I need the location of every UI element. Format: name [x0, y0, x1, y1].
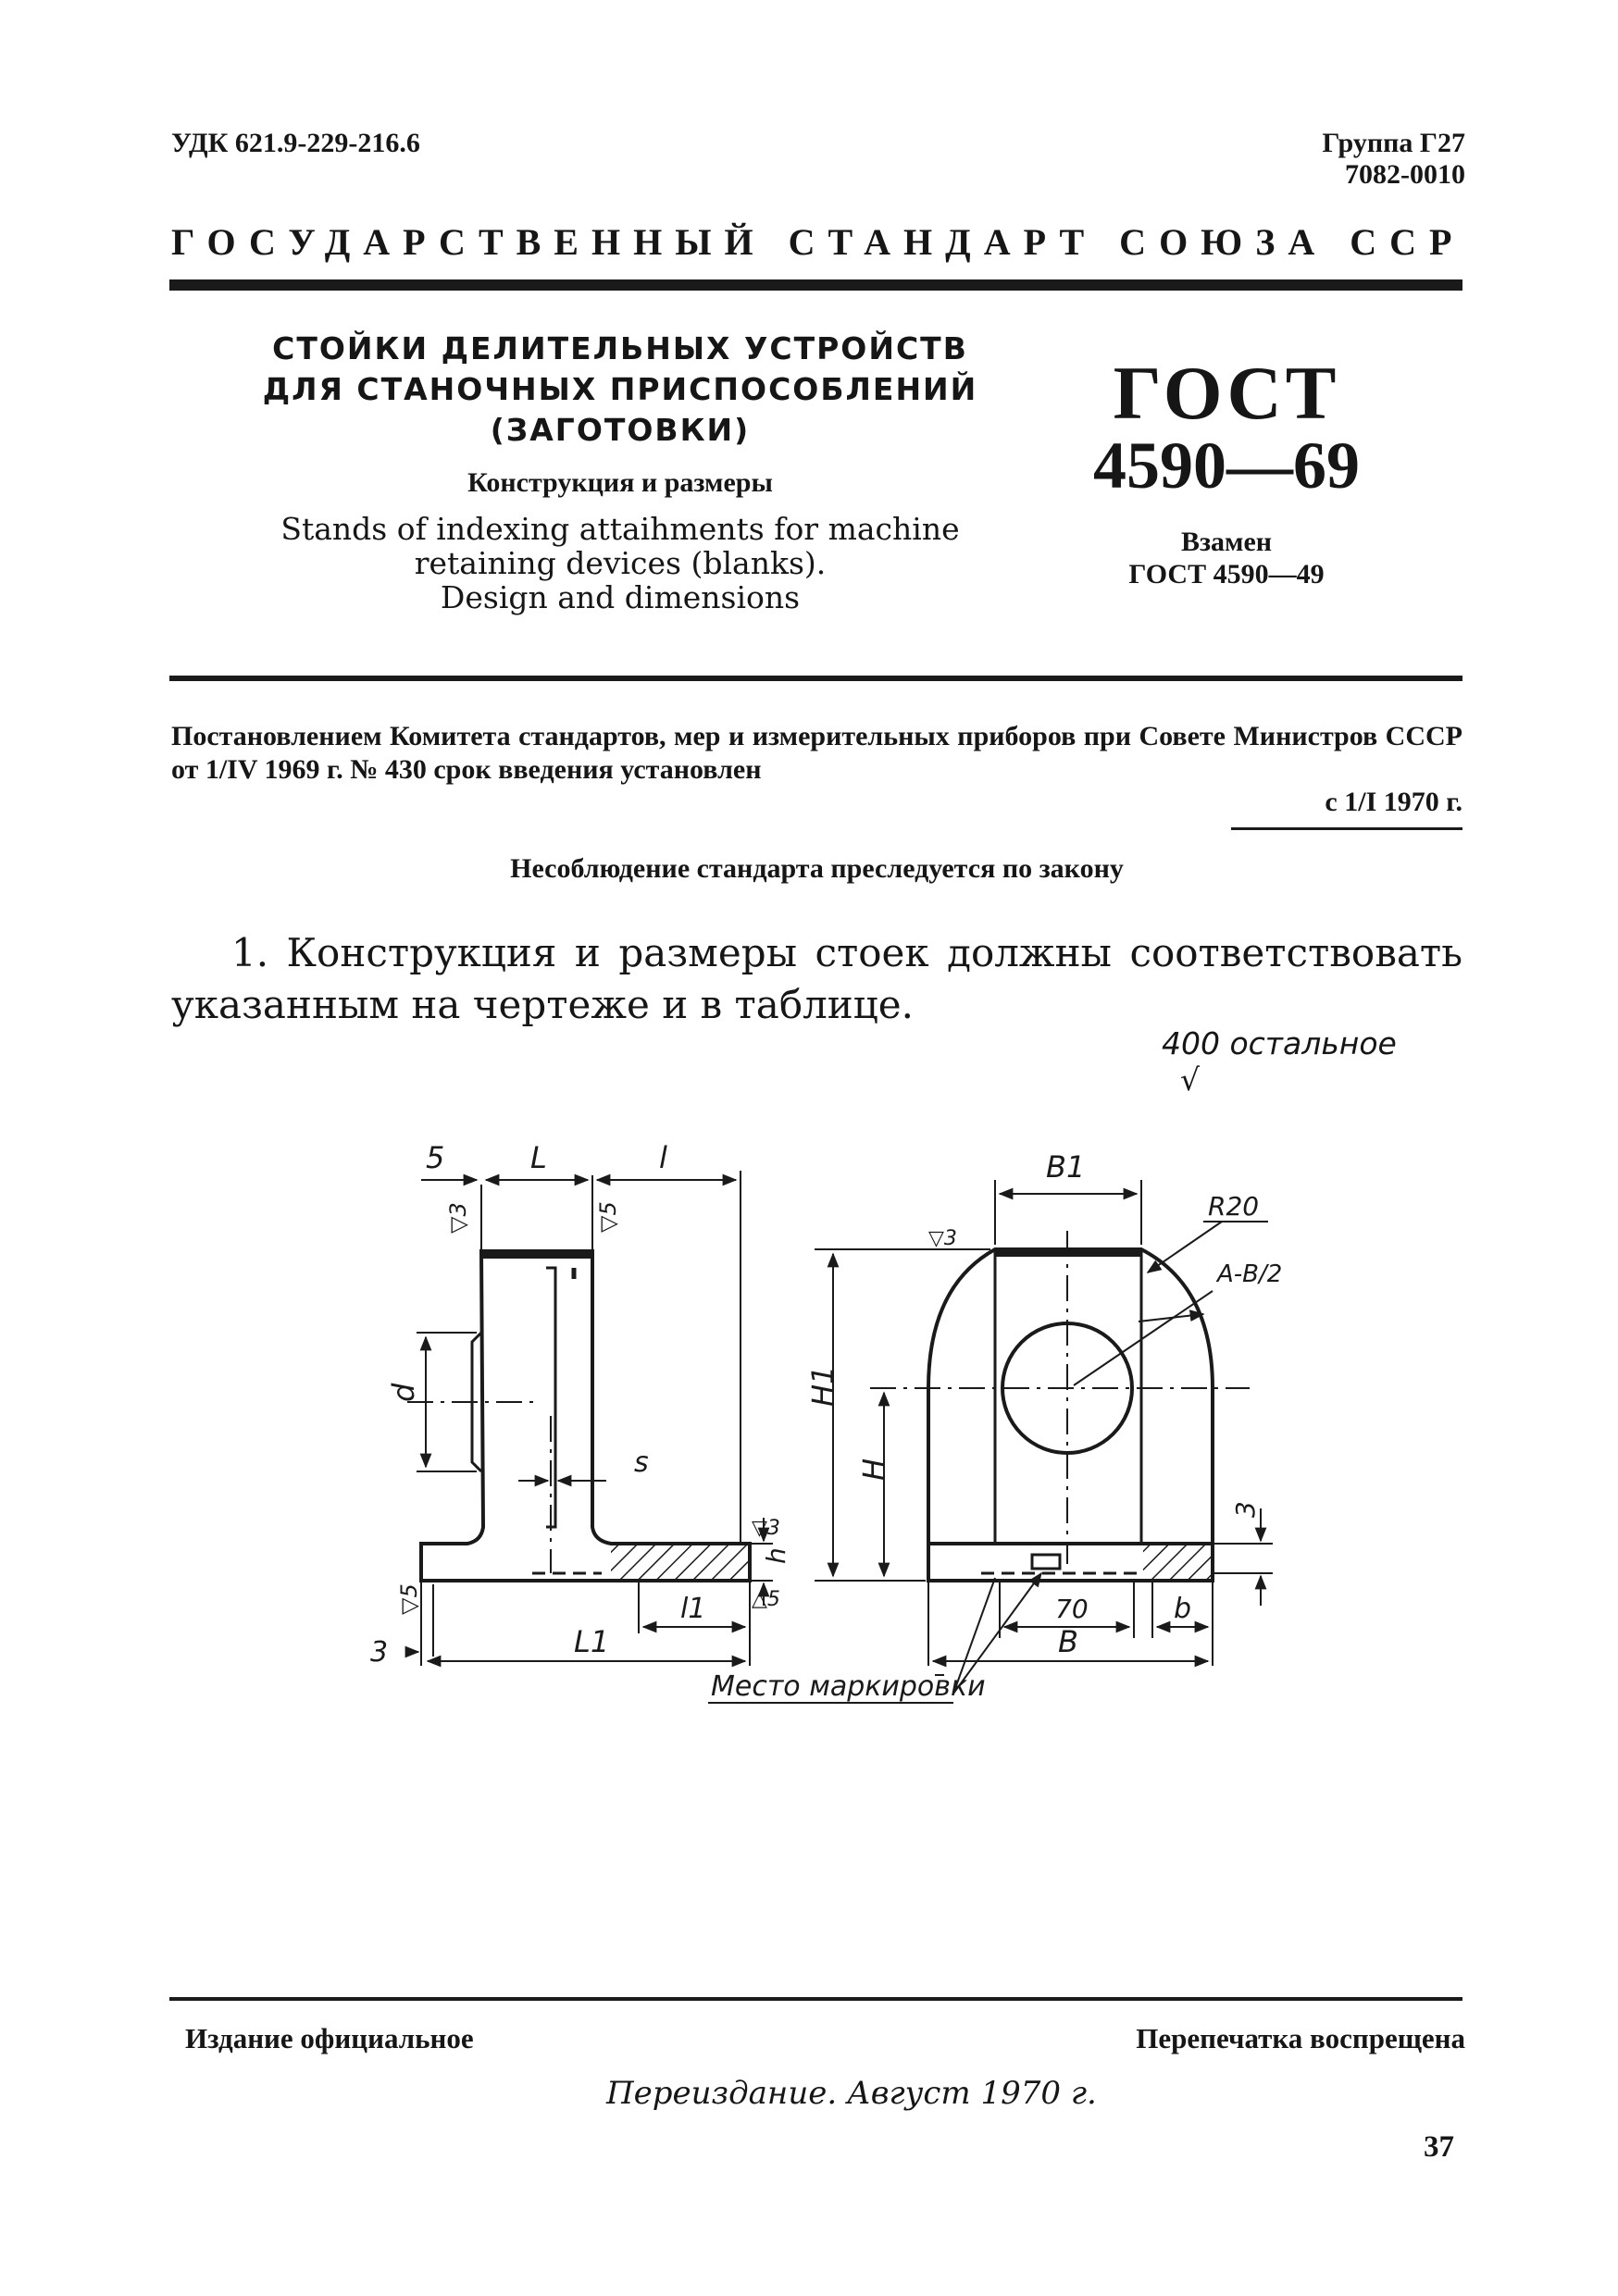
roughness-note: [1162, 1025, 1397, 1098]
gost-label: ГОСТ: [1113, 351, 1340, 435]
decree-text: Постановлением Комитета стандартов, мер и измерительных приборов при Совете Министров СССР от 1/IV 1969 г. № 430 срок введения установлен: [171, 721, 1462, 785]
dim-L1-label: L1: [574, 1624, 610, 1659]
section-A-label: A-B/2: [1217, 1260, 1283, 1288]
dim-B-label: B: [1058, 1624, 1078, 1659]
replaces-label: Взамен: [1180, 527, 1273, 557]
official-edition: Издание официальное: [185, 2022, 474, 2054]
dim-H-label: H: [856, 1458, 891, 1481]
reissue-note: Переиздание. Август 1970 г.: [606, 2075, 1097, 2112]
roughness-v3-top: ▽3: [445, 1202, 471, 1234]
replaces-block: [1083, 526, 1370, 590]
roughness-v3-front: ▽3: [928, 1227, 957, 1250]
dim-h-label: h: [761, 1547, 791, 1564]
reprint-prohibited: Перепечатка воспрещена: [1136, 2022, 1465, 2054]
clause-1: [171, 927, 1462, 1031]
dim-b-label: b: [1174, 1593, 1192, 1625]
title-line-2: ДЛЯ СТАНОЧНЫХ ПРИСПОСОБЛЕНИЙ: [262, 371, 978, 407]
dim-B1-label: B1: [1046, 1149, 1086, 1185]
side-view: [370, 1140, 791, 1669]
clause-1-text: 1. Конструкция и размеры стоек должны соответствовать указанным на чертеже и в таблице.: [171, 930, 1462, 1027]
udk-code: УДК 621.9-229-216.6: [171, 128, 420, 158]
dim-3-left-label: 3: [370, 1636, 389, 1669]
title-en-line-3: Design and dimensions: [440, 579, 801, 615]
roughness-d5-top: ▽5: [595, 1201, 621, 1233]
group-block: [1322, 128, 1465, 191]
roughness-v5-left: ▽5: [396, 1583, 422, 1615]
dim-L-label: L: [530, 1140, 547, 1175]
dim-d-label: d: [386, 1383, 421, 1402]
title-block: [250, 329, 990, 614]
footer-rule: [169, 1997, 1462, 2001]
title-en-line-2: retaining devices (blanks).: [414, 545, 827, 581]
replaces-value: ГОСТ 4590—49: [1128, 559, 1325, 590]
classifier-code: 7082-0010: [1345, 159, 1465, 190]
gost-number: 4590—69: [1093, 428, 1360, 503]
dim-3-right-label: 3: [1230, 1501, 1261, 1518]
roughness-v3-base: ▽3: [752, 1517, 780, 1540]
dim-s-label: s: [634, 1446, 649, 1479]
dim-l-label: l: [659, 1140, 667, 1175]
penalty-notice: Несоблюдение стандарта преследуется по закону: [510, 853, 1124, 884]
technical-drawing: [352, 1097, 1287, 1707]
effective-date: с 1/I 1970 г.: [1325, 787, 1462, 817]
title-subtitle: Конструкция и размеры: [467, 467, 773, 498]
header-rule: [169, 279, 1462, 291]
roughness-d5-base: △5: [752, 1588, 780, 1611]
dim-H1-label: H1: [805, 1365, 840, 1407]
group-code: Группа Г27: [1322, 128, 1465, 158]
dim-70-label: 70: [1055, 1594, 1089, 1624]
roughness-check-icon: √: [1180, 1061, 1201, 1098]
dim-5-label: 5: [426, 1140, 445, 1175]
front-view: [708, 1149, 1282, 1703]
title-line-3: (ЗАГОТОВКИ): [490, 412, 751, 448]
roughness-note-text: 400 остальное: [1162, 1025, 1397, 1061]
marking-place-label: Место маркировки: [711, 1670, 986, 1703]
state-standard-heading: ГОСУДАРСТВЕННЫЙ СТАНДАРТ СОЮЗА ССР: [171, 221, 1465, 263]
title-english: [250, 512, 990, 614]
gost-number-block: [1083, 351, 1370, 503]
dim-l1-label: l1: [680, 1593, 706, 1625]
dim-R20-label: R20: [1208, 1191, 1260, 1222]
title-line-1: СТОЙКИ ДЕЛИТЕЛЬНЫХ УСТРОЙСТВ: [272, 330, 968, 366]
date-underline: [1231, 827, 1462, 830]
page-number: 37: [1424, 2130, 1454, 2164]
title-rule: [169, 676, 1462, 681]
title-en-line-1: Stands of indexing attaihments for machine: [280, 511, 960, 547]
